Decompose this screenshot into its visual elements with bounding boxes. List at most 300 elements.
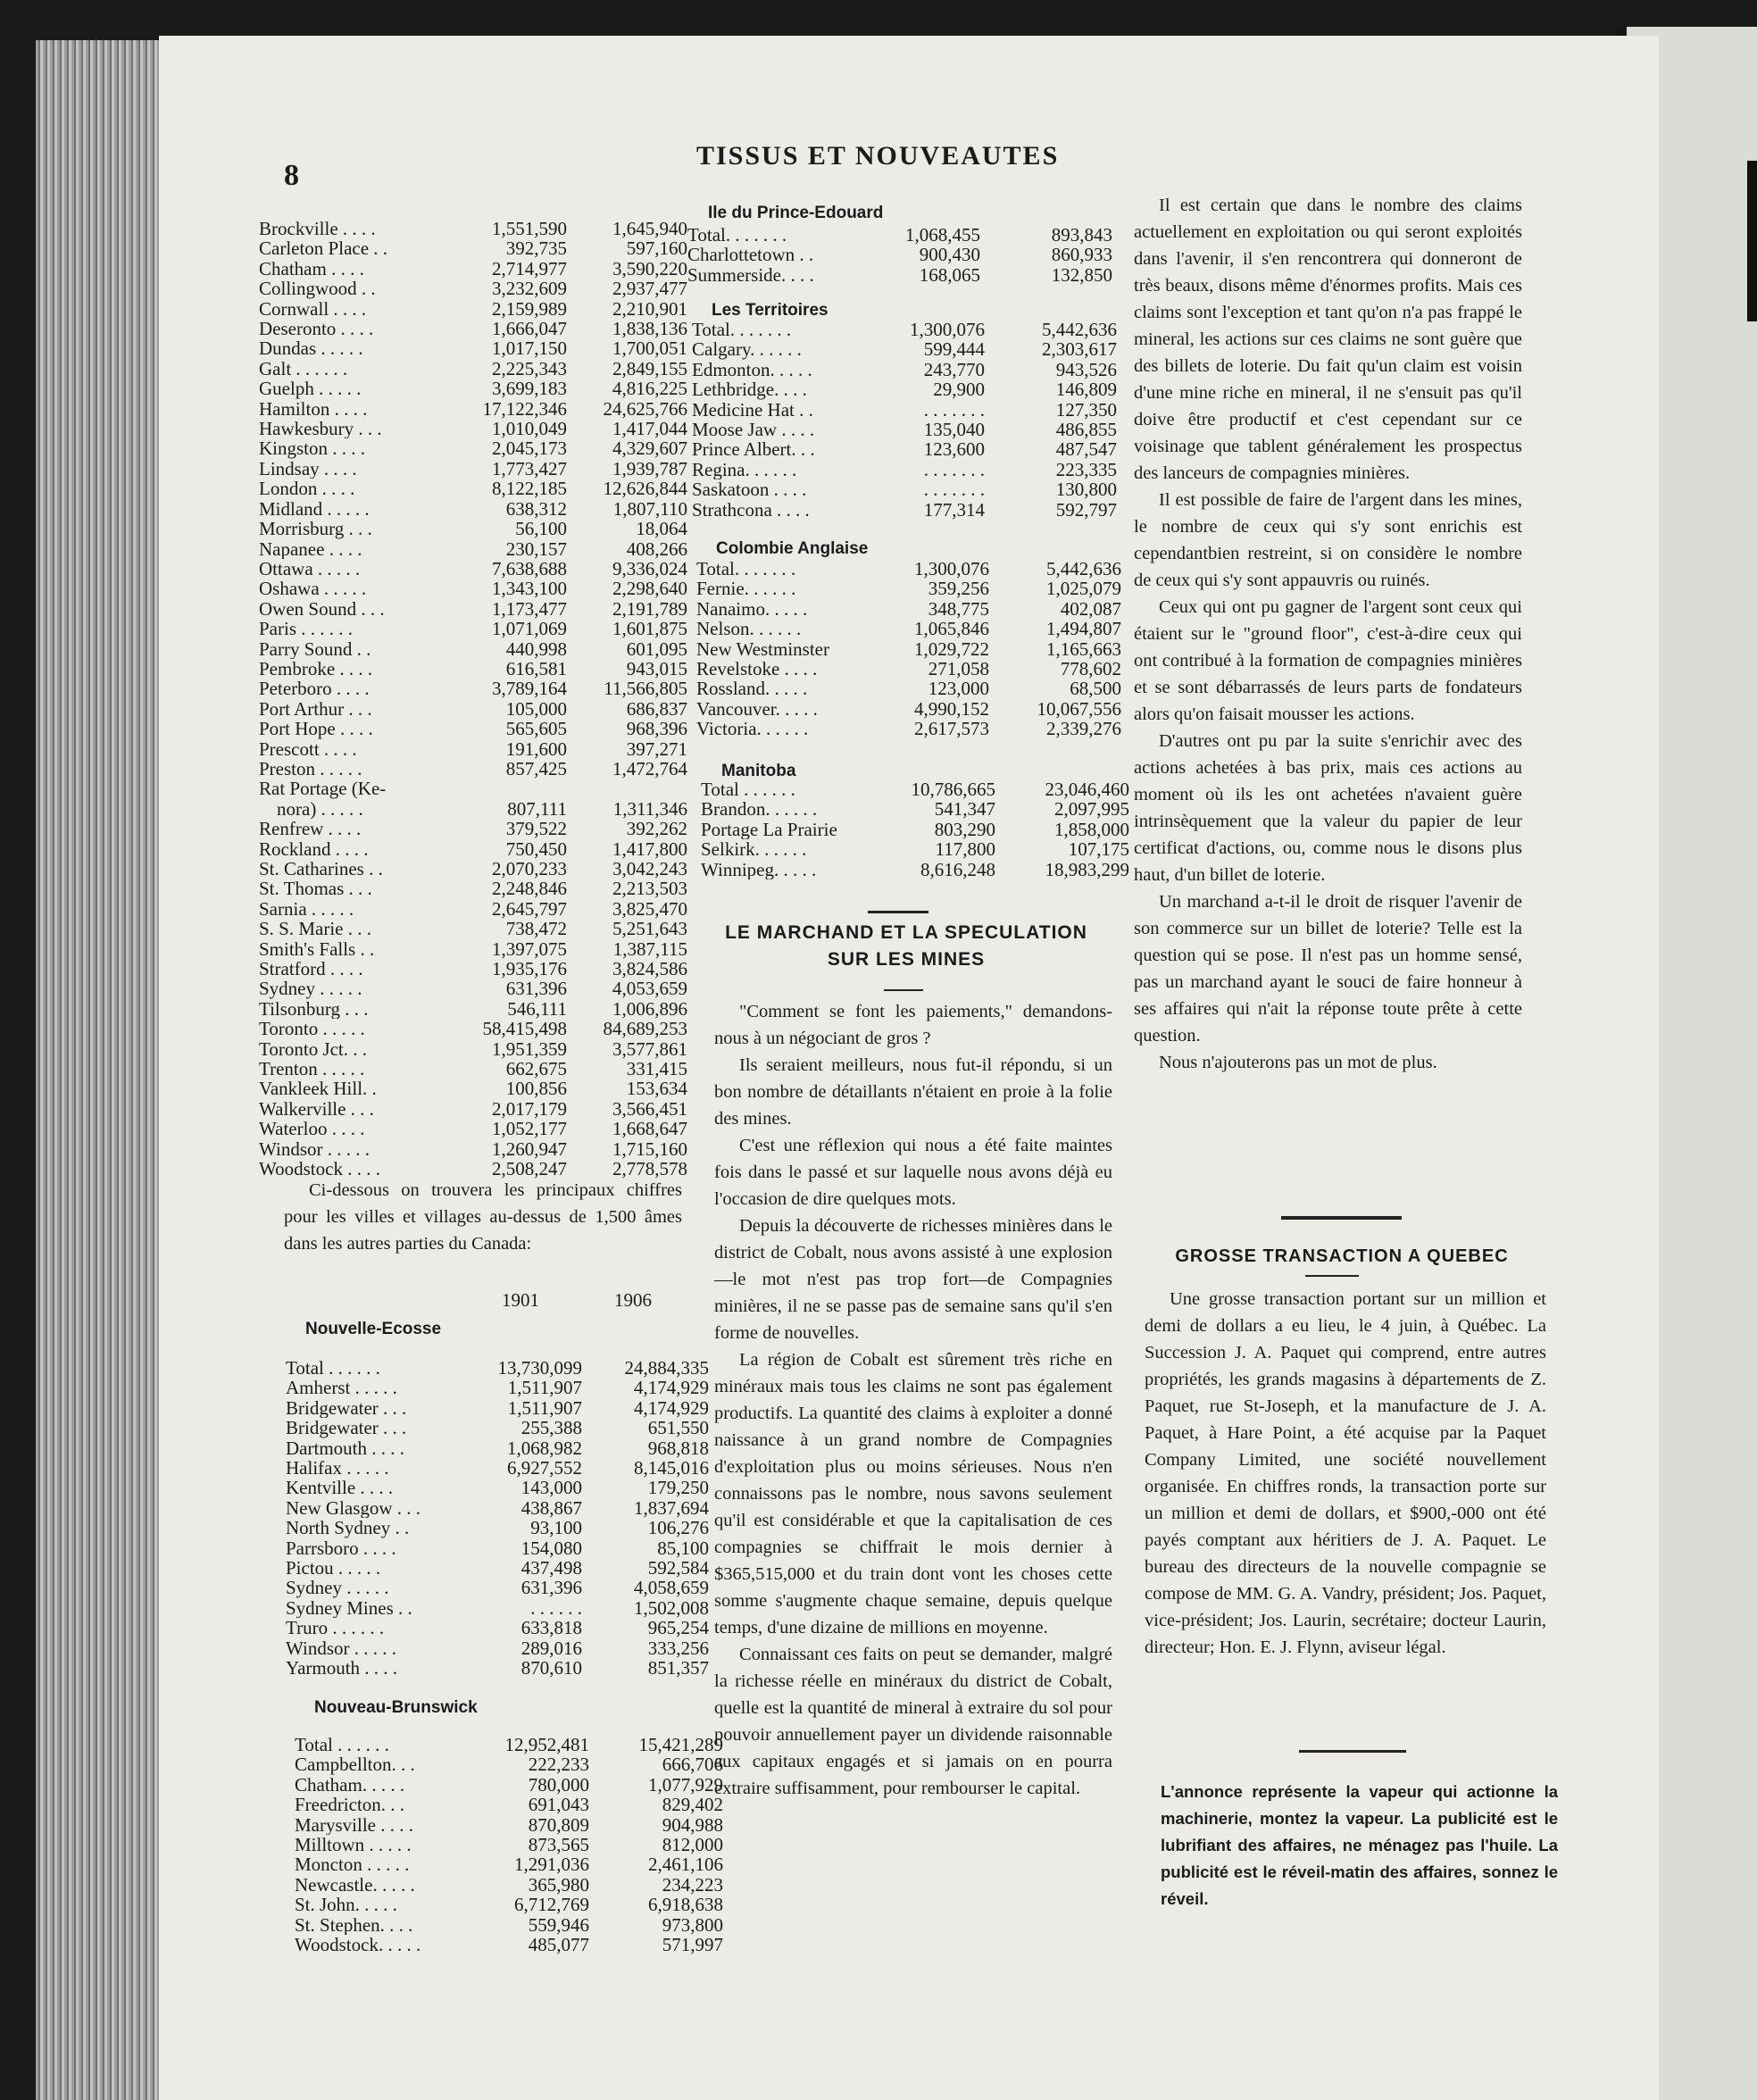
place-name: St. Stephen. . . . [295,1914,413,1936]
value-1901: 13,730,099 [497,1357,582,1379]
value-1906: 1,807,110 [612,497,687,520]
table-row [286,1538,709,1558]
value-1901: 2,045,173 [492,438,567,460]
table-row [259,1079,687,1098]
value-1901: 546,111 [507,997,567,1020]
value-1906: 2,937,477 [612,278,687,300]
place-name: Hawkesbury . . . [259,419,382,439]
value-1901: 3,789,164 [492,678,567,700]
value-1901: 17,122,346 [482,397,567,420]
table-prince-edouard [687,225,1112,285]
book-page-edges [36,40,179,2100]
table-row [259,619,687,638]
place-name: Guelph . . . . . [259,379,362,399]
place-name: Chatham. . . . . [295,1774,405,1796]
table-row [259,1139,687,1159]
value-1901: 780,000 [528,1773,589,1796]
value-1901: 1,300,076 [910,319,985,340]
value-1906: 2,849,155 [612,357,687,379]
value-1906: 146,809 [1055,379,1117,401]
table-row [687,265,1112,285]
place-name: Marysville . . . . [295,1814,413,1836]
value-1906: 1,837,694 [634,1496,709,1519]
value-1901: 803,290 [934,818,995,840]
value-1906: 3,824,586 [612,958,687,980]
value-1906: 2,213,503 [612,878,687,900]
table-row [687,245,1112,264]
place-name: Portage La Prairie [701,819,837,840]
value-1906: 4,053,659 [612,978,687,1000]
table-nouveau-brunswick [295,1735,723,1954]
table-row [286,1498,709,1518]
place-name: Freedricton. . . [295,1795,405,1815]
place-name: Moose Jaw . . . . [692,420,815,440]
value-1901: 2,017,179 [492,1097,567,1120]
place-name: Sarnia . . . . . [259,898,354,920]
place-name: Collingwood . . [259,279,376,299]
place-name: Dartmouth . . . . [286,1438,404,1459]
place-name: Truro . . . . . . [286,1618,385,1638]
value-1906: 12,626,844 [603,478,687,500]
table-row [259,519,687,538]
table-row [259,438,687,458]
value-1906: 968,396 [626,718,687,740]
table-row [259,399,687,419]
advertisement-box: L'annonce représente la vapeur qui actionne la machinerie, montez la vapeur. La publicité est le lubrifiant des affaires, ne ménagez pas l'huile. La publicité est le réveil-matin des affaires, sonnez le réveil. [1161,1782,1558,1908]
table-row [259,859,687,879]
value-1901: 1,065,846 [914,618,989,640]
place-name: Oshawa . . . . . [259,579,367,599]
value-1901: 93,100 [530,1517,582,1539]
place-name: Dundas . . . . . [259,338,363,359]
table-row [259,999,687,1019]
place-name: Winnipeg. . . . . [701,859,817,880]
value-1906: 1,077,929 [648,1773,723,1796]
value-1901: 6,712,769 [514,1894,589,1916]
value-1906: 179,250 [647,1477,709,1499]
intro-paragraph: Ci-dessous on trouvera les principaux chiffres pour les villes et villages au-dessus de 1,500 âmes dans les autres parties du Canada: [284,1180,682,1254]
table-row [259,459,687,479]
value-1901: 271,058 [928,658,989,680]
table-row [701,839,1129,859]
article-paragraph: Il est possible de faire de l'argent dans les mines, le nombre de ceux qui s'y sont enrichis est cependantbien restreint, si on considère le nombre de ceux qui s'y sont appauvris ou ruinés. [1134,490,1522,590]
table-row [295,1854,723,1874]
place-name: Nelson. . . . . . [696,619,802,639]
value-1906: 1,939,787 [612,457,687,479]
place-name: Parry Sound . . [259,638,371,659]
value-1901: 437,498 [520,1557,582,1579]
table-row [259,899,687,919]
place-name: New Glasgow . . . [286,1497,421,1519]
value-1901: 10,786,665 [911,779,995,800]
value-1906: 829,402 [662,1794,723,1816]
table-row [259,238,687,258]
article-paragraph: Un marchand a-t-il le droit de risquer l'avenir de son commerce sur un billet de loterie? Telle est la question qui se pose. Il n'est pas un homme sensé, pas un marchand ayant le souci de faire honneur à ses affaires qui n'ait la réponse toute prête à cette question. [1134,892,1522,1046]
table-row [692,339,1117,359]
value-1901: 12,952,481 [504,1734,589,1755]
table-row [259,279,687,298]
value-1901: 1,551,590 [492,218,567,239]
table-row [286,1438,709,1458]
article-paragraph: C'est une réflexion qui nous a été faite maintes fois dans le passé et sur laquelle nous avons déjà eu l'occasion de dire quelques mots. [714,1136,1112,1209]
value-1906: 2,191,789 [612,597,687,620]
value-1901: 105,000 [505,697,567,720]
table-row [295,1754,723,1774]
value-1906: 1,838,136 [612,318,687,340]
value-1901: 154,080 [520,1537,582,1559]
value-1901: 870,809 [528,1813,589,1836]
value-1901: 2,645,797 [492,897,567,920]
table-row [259,599,687,619]
table-row [295,1835,723,1854]
place-name: Parrsboro . . . . [286,1538,396,1559]
table-row [259,219,687,238]
divider-rule [1281,1216,1402,1220]
table-row [701,779,1129,799]
value-1906: 333,256 [647,1637,709,1659]
value-1906: 24,884,335 [624,1357,709,1379]
place-name: Medicine Hat . . [692,399,813,421]
place-name: Galt . . . . . . [259,358,348,379]
value-1901: 662,675 [505,1058,567,1080]
value-1901: 2,508,247 [492,1158,567,1180]
value-1906: 4,816,225 [612,378,687,400]
place-name: Port Hope . . . . [259,719,373,739]
value-1906: 234,223 [662,1873,723,1896]
place-name: Toronto Jct. . . [259,1038,368,1060]
table-row [696,639,1121,659]
table-row [701,799,1129,819]
value-1901: 873,565 [528,1834,589,1856]
place-name: Ottawa . . . . . [259,558,361,579]
place-name: Rossland. . . . . [696,679,808,699]
value-1906: 968,818 [647,1437,709,1459]
table-row [696,699,1121,719]
value-1906: 3,566,451 [612,1097,687,1120]
table-row [692,320,1117,339]
place-name: Lethbridge. . . . [692,379,807,400]
value-1906: 15,421,289 [638,1734,723,1755]
value-1901: 29,900 [933,379,985,401]
place-name: Bridgewater . . . [286,1418,407,1438]
place-name: Yarmouth . . . . [286,1658,398,1679]
value-1906: 5,442,636 [1046,558,1121,579]
value-1901: . . . . . . . [923,479,985,501]
value-1906: 6,918,638 [648,1894,723,1916]
table-row [259,639,687,659]
table-row [286,1618,709,1638]
place-name: Trenton . . . . . [259,1059,365,1079]
place-name: London . . . . [259,479,355,499]
value-1901: 123,600 [923,438,985,461]
place-name: Moncton . . . . . [295,1854,410,1875]
table-row [295,1735,723,1754]
value-1901: 3,699,183 [492,378,567,400]
place-name: Newcastle. . . . . [295,1874,415,1896]
value-1901: . . . . . . . [923,398,985,421]
place-name: Waterloo . . . . [259,1119,365,1139]
value-1906: 3,825,470 [612,897,687,920]
table-row [259,939,687,959]
table-row [259,839,687,859]
value-1901: 1,017,150 [492,338,567,360]
table-row [295,1775,723,1795]
value-1901: 1,343,100 [492,578,567,600]
place-name: St. Catharines . . [259,859,383,879]
table-row [286,1358,709,1378]
value-1901: 6,927,552 [507,1457,582,1479]
place-name: Pictou . . . . . [286,1558,381,1579]
table-row [259,259,687,279]
value-1901: 8,616,248 [920,858,995,880]
article-paragraph: Nous n'ajouterons pas un mot de plus. [1159,1053,1437,1072]
value-1906: 2,210,901 [612,297,687,320]
table-row [259,1019,687,1038]
place-name: Nanaimo. . . . . [696,598,808,620]
value-1906: 592,797 [1055,498,1117,521]
table-row [259,819,687,838]
place-name: Woodstock. . . . . [295,1935,421,1955]
value-1901: 365,980 [528,1873,589,1896]
section-nouvelle-ecosse: Nouvelle-Ecosse [305,1320,442,1338]
value-1906: 1,668,647 [612,1118,687,1140]
table-row [259,299,687,319]
place-name: Halifax . . . . . [286,1458,389,1479]
value-1901: 440,998 [505,638,567,660]
article-paragraph: Il est certain que dans le nombre des claims actuellement en exploitation ou qui seront exploités dans l'avenir, il s'en rencontrera qui donneront de très beaux, disons même d'énormes profits. Mais ces claims sont l'exception et tant qu'on n'a pas frappé le mineral, les actions sur ces claims ne sont guère que des billets de loterie. Du fait qu'un claim est voisin d'une mine riche en mineral, il ne s'ensuit pas qu'il doive être productif et c'est cependant sur ce voisinage que tablent généralement les prospectus des lanceurs de compagnies minières. [1134,196,1522,483]
table-row [259,739,687,759]
value-1906: 601,095 [626,638,687,660]
value-1906: 4,174,929 [634,1377,709,1399]
table-row [259,959,687,979]
table-row [259,359,687,379]
value-1906: 2,298,640 [612,578,687,600]
place-name: Rat Portage (Ke- [259,779,387,799]
value-1901: 750,450 [505,838,567,860]
value-1906: 4,329,607 [612,438,687,460]
place-name: Campbellton. . . [295,1754,415,1775]
table-row [286,1518,709,1538]
table-row [259,559,687,579]
table-row [286,1578,709,1597]
value-1901: 631,396 [520,1577,582,1599]
table-row [692,400,1117,420]
value-1906: 666,706 [662,1754,723,1776]
value-1901 [451,779,567,798]
place-name: Midland . . . . . [259,498,370,520]
place-name: Total . . . . . . [701,779,795,800]
divider-rule [1299,1750,1406,1753]
value-1901: 100,856 [505,1078,567,1100]
place-name: Pembroke . . . . [259,658,373,679]
article-paragraph: La région de Cobalt est sûrement très riche en minéraux mais tous les claims ne sont pas également productifs. La quantité des claims à exploiter a donné naissance à un grand nombre de Compagnies d'exploitation plus ou moins sérieuses. Nous n'en connaissons pas le nombre, nous savons seulement qu'il est considérable et que la capitalisation de ces compagnies se chiffrait le mois dernier à $365,515,000 et du train dont vont les choses cette somme s'augmente chaque semaine, depuis quelque temps, d'une dizaine de millions en moyenne. [714,1350,1112,1638]
value-1901: 289,016 [520,1637,582,1659]
article-title-transaction: GROSSE TRANSACTION A QUEBEC [1175,1246,1509,1266]
place-name: Paris . . . . . . [259,619,353,639]
table-row [259,919,687,938]
table-row [696,659,1121,679]
value-1901: 1,052,177 [492,1118,567,1140]
value-1906: 893,843 [1051,224,1112,246]
value-1906: 5,442,636 [1042,319,1117,340]
table-row [259,759,687,779]
place-name: Renfrew . . . . [259,819,362,839]
table-row [259,659,687,679]
table-row [259,579,687,598]
place-name: Sydney . . . . . [286,1578,389,1598]
article-continuation [1134,192,1522,1076]
value-1906: 2,339,276 [1046,718,1121,740]
value-1901: 2,225,343 [492,357,567,379]
place-name: St. John. . . . . [295,1895,397,1915]
table-row [259,319,687,338]
table-row [692,420,1117,439]
value-1901: 1,260,947 [492,1138,567,1160]
table-row [692,479,1117,499]
value-1906: 331,415 [626,1058,687,1080]
value-1901: 1,071,069 [492,618,567,640]
value-1906: 2,303,617 [1042,338,1117,361]
table-row [259,779,687,798]
value-1901: 143,000 [520,1477,582,1499]
value-1901: 541,347 [934,798,995,821]
table-row [701,820,1129,839]
value-1901: 7,638,688 [492,557,567,579]
table-row [692,500,1117,520]
place-name: Port Arthur . . . [259,698,372,720]
place-name: Edmonton. . . . . [692,359,812,380]
place-name: nora) . . . . . [277,798,363,820]
value-1901: 1,666,047 [492,318,567,340]
table-row [696,619,1121,638]
table-row [259,1039,687,1059]
value-1906: 1,645,940 [612,218,687,239]
place-name: Toronto . . . . . [259,1019,365,1039]
value-1906: 4,174,929 [634,1396,709,1419]
section-colombie-anglaise: Colombie Anglaise [716,539,869,558]
value-1901: 565,605 [505,718,567,740]
value-1906: 18,064 [636,518,687,540]
place-name: Total. . . . . . . [692,320,792,340]
place-name: Walkerville . . . [259,1098,374,1120]
table-row [692,379,1117,399]
value-1901: 1,068,982 [507,1437,582,1459]
value-1901: 1,951,359 [492,1038,567,1060]
binding-shadow [1747,161,1757,321]
value-1901: 691,043 [528,1794,589,1816]
divider-rule [1305,1275,1359,1277]
value-1906: 1,025,079 [1046,578,1121,600]
place-name: Preston . . . . . [259,758,362,779]
value-1906: 408,266 [626,538,687,560]
value-1906: 397,271 [626,738,687,760]
table-row [295,1815,723,1835]
divider-rule [884,989,923,991]
place-name: Chatham . . . . [259,258,364,279]
value-1901: 870,610 [520,1657,582,1679]
section-manitoba: Manitoba [721,762,796,780]
value-1901: 2,159,989 [492,297,567,320]
table-nouvelle-ecosse [286,1358,709,1679]
place-name: Bridgewater . . . [286,1397,407,1419]
value-1906: 904,988 [662,1813,723,1836]
value-1906: 1,417,800 [612,838,687,860]
value-1906: 392,262 [626,818,687,840]
value-1901: 1,511,907 [507,1377,582,1399]
table-territoires [692,320,1117,520]
table-row [259,499,687,519]
value-1901: 857,425 [505,757,567,779]
value-1901: 8,122,185 [492,478,567,500]
value-1906: 18,983,299 [1045,858,1129,880]
table-row [295,1795,723,1814]
table-ontario [259,219,687,1179]
table-row [286,1378,709,1397]
value-1901: 359,256 [928,578,989,600]
value-1906: 2,778,578 [612,1158,687,1180]
table-row [692,439,1117,459]
value-1906: 943,526 [1055,358,1117,380]
value-1901: 4,990,152 [914,697,989,720]
value-1906: 812,000 [662,1834,723,1856]
place-name: Carleton Place . . [259,238,388,259]
value-1906: 778,602 [1060,658,1121,680]
table-row [696,599,1121,619]
value-1901: 738,472 [505,918,567,940]
value-1906: 651,550 [647,1417,709,1439]
value-1901: 392,735 [505,238,567,260]
value-1906: 9,336,024 [612,557,687,579]
place-name: Cornwall . . . . [259,298,367,320]
value-1901: 616,581 [505,657,567,679]
value-1901: 638,312 [505,497,567,520]
value-1901: . . . . . . . [923,458,985,480]
table-row [259,699,687,719]
place-name: Windsor . . . . . [259,1138,370,1160]
value-1901: 1,511,907 [507,1396,582,1419]
value-1906: 132,850 [1051,263,1112,286]
value-1901: 58,415,498 [482,1018,567,1040]
place-name: Charlottetown . . [687,245,814,265]
article-body-speculation [714,998,1112,1802]
value-1906: 84,689,253 [603,1018,687,1040]
place-name: Revelstoke . . . . [696,659,818,679]
value-1901: 191,600 [505,738,567,760]
value-1901: 1,029,722 [914,638,989,660]
page-title: TISSUS ET NOUVEAUTES [696,141,1060,171]
place-name: Regina. . . . . . [692,459,797,480]
divider-rule [868,911,928,913]
value-1906: 487,547 [1055,438,1117,461]
value-1906: 5,251,643 [612,918,687,940]
table-row [295,1875,723,1895]
table-row [286,1418,709,1438]
value-1901: 485,077 [528,1934,589,1956]
table-row [692,460,1117,479]
table-row [286,1658,709,1678]
value-1906: 1,494,807 [1046,618,1121,640]
value-1906: 130,800 [1055,479,1117,501]
article-body-transaction: Une grosse transaction portant sur un million et demi de dollars a eu lieu, le 4 juin, à Québec. La Succession J. A. Paquet qui comprend, entre autres propriétés, les grands magasins à départements de Z. Paquet, rue St-Joseph, et la manufacture de J. A. Paquet, à Hare Point, a été acquise par la Paquet Company Limited, une société nouvellement organisée. En chiffres ronds, la transaction porte sur un million et demi de dollars, et $900,-000 ont été payés comptant aux héritiers de J. A. Paquet. Le bureau des directeurs de la nouvelle compagnie se compose de MM. G. A. Vandry, président; Jos. Paquet, vice-président; Jos. Laurin, secrétaire; docteur Laurin, directeur; Hon. E. J. Flynn, aviseur légal. [1145,1289,1546,1657]
value-1901: 1,291,036 [514,1854,589,1876]
place-name: Milltown . . . . . [295,1835,412,1855]
value-1906: 943,015 [626,657,687,679]
place-name: Victoria. . . . . . [696,719,809,739]
value-1906: 4,058,659 [634,1577,709,1599]
article-title-speculation: LE MARCHAND ET LA SPECULATION SUR LES MINES [725,922,1087,970]
place-name: Kingston . . . . [259,438,366,459]
table-row [259,1099,687,1119]
